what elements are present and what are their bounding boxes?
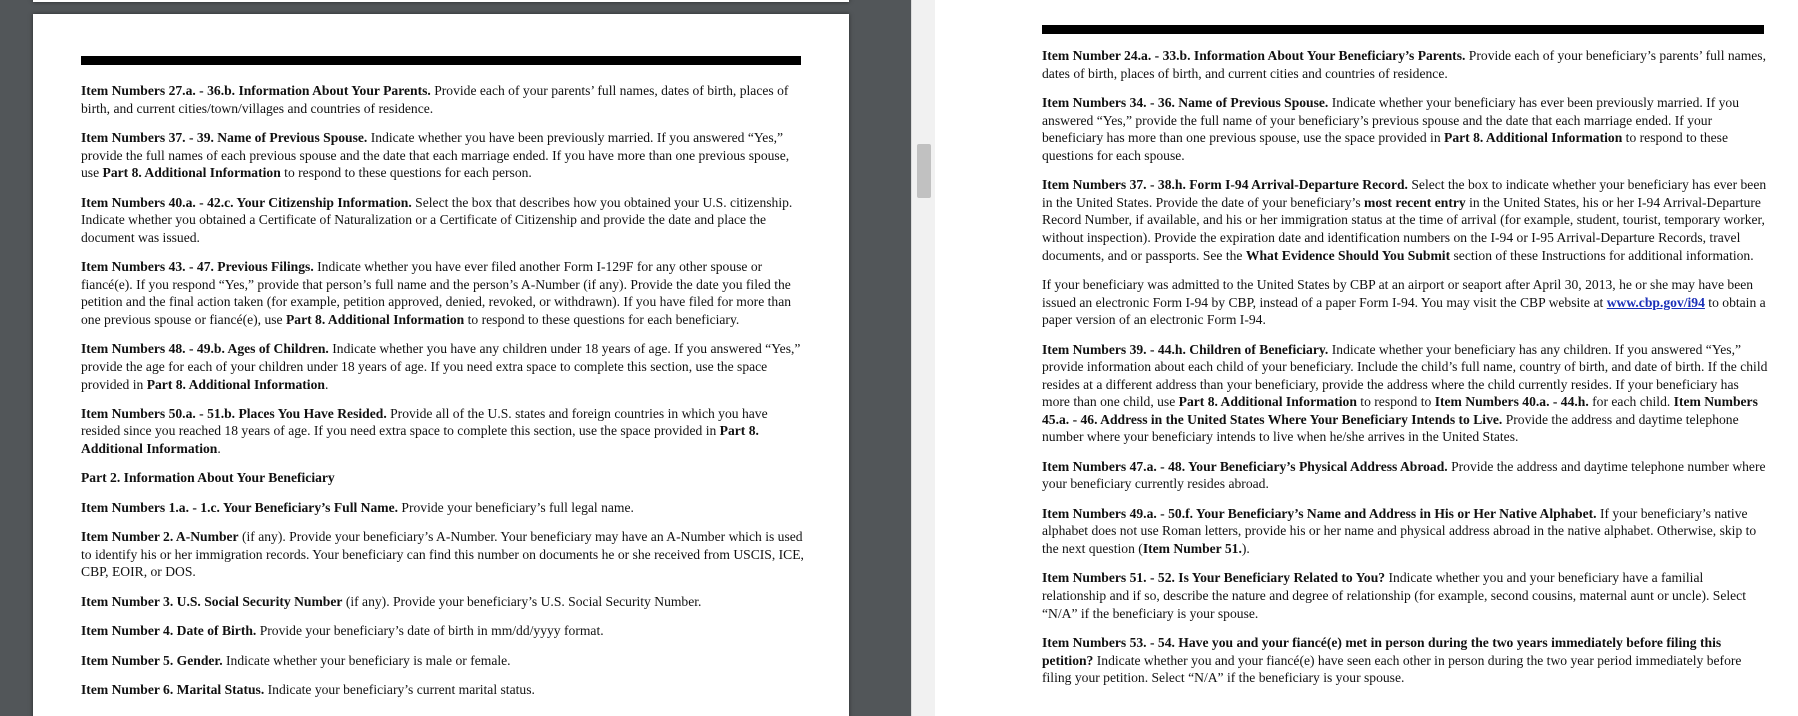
instruction-paragraph: [81, 82, 805, 117]
bold-text: Item Numbers 43. - 47. Previous Filings.: [81, 259, 314, 275]
body-text: Indicate whether you and your beneficiary have a familial relationship and if so, describe the nature and degree of relationship (for example, second cousins, maternal aunt or uncle). Select “N/A” if the beneficiary is your spouse.: [1042, 570, 1746, 621]
page-text-left: [81, 82, 805, 710]
body-text: Provide each of your parents’ full names, dates of birth, places of birth, and current cities/town/villages and countries of residence.: [81, 83, 789, 116]
bold-text: Item Numbers 27.a. - 36.b. Information About Your Parents.: [81, 83, 431, 98]
instruction-paragraph: [1042, 458, 1770, 493]
body-text: in the United States, his or her I-94 Arrival-Departure Record Number, if available, and his or her immigration status at the time of arrival (for example, student, tourist, temporary worker, without inspection). Provide the expiration date and identification numbers on the I-94 or I-95 Arrival-Departure Records, travel documents, and or passports. See the: [1042, 194, 1765, 263]
body-text: for each child.: [1588, 394, 1674, 410]
body-text: ).: [1241, 541, 1250, 557]
instruction-paragraph: [1042, 276, 1770, 329]
body-text: Indicate whether you have been previously married. If you answered “Yes,” provide the full names of each previous spouse and the date that each marriage ended. If you have more than one previous spouse, use: [81, 129, 790, 181]
right-document-viewer[interactable]: [935, 0, 1798, 716]
bold-text: Item Numbers 39. - 44.h. Children of Beneficiary.: [1042, 341, 1329, 357]
instruction-paragraph: [81, 499, 805, 517]
instruction-paragraph: [81, 528, 805, 581]
body-text: Select the box to indicate whether your beneficiary has ever been in the United States. Provide the date of your beneficiary’s: [1042, 177, 1767, 210]
bold-text: Item Number 5. Gender.: [81, 652, 223, 668]
instruction-paragraph: [81, 681, 805, 699]
bold-text: Item Numbers 37. - 38.h. Form I-94 Arrival-Departure Record.: [1042, 177, 1408, 193]
body-text: Indicate whether your beneficiary has ever been previously married. If you answered “Yes,” provide the full name of your beneficiary’s previous spouse and the date that each marriage ended. If your beneficiary has more than one previous spouse, use the space provided in: [1042, 94, 1740, 146]
instruction-paragraph: [81, 622, 805, 640]
instruction-paragraph: [1042, 341, 1770, 447]
body-text: Provide the address and daytime telephone number where your beneficiary currently resides abroad.: [1042, 458, 1766, 492]
body-text: Select the box that describes how you obtained your U.S. citizenship. Indicate whether you obtained a Certificate of Naturalization or a Certificate of Citizenship and provide the date and place the document was issued.: [81, 194, 793, 245]
bold-text: Part 8. Additional Information: [1178, 394, 1357, 410]
bold-text: Item Numbers 34. - 36. Name of Previous Spouse.: [1042, 94, 1329, 110]
bold-text: Item Numbers 53. - 54. Have you and your fiancé(e) met in person during the two years immediately before filing this petition?: [1042, 635, 1722, 668]
bold-text: Item Numbers 40.a. - 44.h.: [1434, 394, 1589, 410]
body-text: Indicate whether your beneficiary has any children. If you answered “Yes,” provide information about each child of your beneficiary. Include the child’s full name, country of birth, and date of birth. If the child resides at a different address than your beneficiary, provide the address where the child currently resides. If your beneficiary has more than one child, use: [1042, 341, 1768, 410]
body-text: Indicate whether your beneficiary is male or female.: [222, 652, 511, 668]
previous-page-edge: [33, 0, 849, 2]
body-text: to respond to these questions for each beneficiary.: [464, 311, 740, 327]
bold-text: Item Number 6. Marital Status.: [81, 682, 265, 697]
body-text: If your beneficiary’s native alphabet does not use Roman letters, provide his or her name and physical address abroad in the native alphabet. Otherwise, skip to the next question (: [1042, 505, 1757, 557]
instruction-paragraph: [81, 652, 805, 670]
page-text-right: [1042, 47, 1770, 699]
body-text: .: [324, 376, 329, 392]
instruction-paragraph: [81, 340, 805, 393]
bold-text: Item Numbers 50.a. - 51.b. Places You Have Resided.: [81, 405, 387, 421]
instruction-paragraph: [81, 258, 805, 328]
instruction-paragraph: [1042, 176, 1770, 264]
vertical-scrollbar[interactable]: [911, 0, 935, 716]
bold-text: Item Numbers 37. - 39. Name of Previous Spouse.: [81, 129, 368, 145]
bold-text: Part 8. Additional Information: [102, 165, 281, 181]
body-text: section of these Instructions for additional information.: [1450, 247, 1754, 263]
bold-text: Item Numbers 47.a. - 48. Your Beneficiary’s Physical Address Abroad.: [1042, 458, 1448, 474]
bold-text: Item Number 3. U.S. Social Security Number: [81, 593, 343, 609]
bold-text: Part 8. Additional Information: [285, 311, 465, 327]
cbp-website-link[interactable]: www.cbp.gov/i94: [1606, 294, 1705, 310]
body-text: Indicate your beneficiary’s current marital status.: [264, 682, 535, 697]
section-heading: [81, 469, 805, 487]
instruction-paragraph: [81, 194, 805, 247]
page-header-rule: [1042, 25, 1764, 34]
bold-text: Item Numbers 45.a. - 46. Address in the United States Where Your Beneficiary Intends to Live.: [1042, 394, 1758, 427]
bold-text: Item Number 4. Date of Birth.: [81, 623, 257, 639]
instruction-paragraph: [81, 405, 805, 458]
body-text: Provide your beneficiary’s date of birth in mm/dd/yyyy format.: [256, 623, 604, 639]
bold-text: Item Numbers 1.a. - 1.c. Your Beneficiary’s Full Name.: [81, 499, 399, 515]
instruction-paragraph: [1042, 47, 1770, 82]
document-page-left: [33, 14, 849, 716]
bold-text: Item Number 51.: [1142, 541, 1242, 557]
body-text: Indicate whether you and your fiancé(e) have seen each other in person during the two year period immediately before filing your petition. Select “N/A” if the beneficiary is your spouse.: [1042, 652, 1742, 686]
body-text: (if any). Provide your beneficiary’s U.S. Social Security Number.: [342, 593, 702, 609]
body-text: Provide your beneficiary’s full legal name.: [398, 499, 634, 515]
instruction-paragraph: [81, 129, 805, 182]
body-text: to respond to these questions for each person.: [280, 165, 532, 181]
body-text: Provide each of your beneficiary’s parents’ full names, dates of birth, places of birth, and current cities and countries of residence.: [1042, 48, 1766, 81]
instruction-paragraph: [1042, 505, 1770, 558]
bold-text: Part 8. Additional Information: [1444, 130, 1623, 146]
bold-text: Part 8. Additional Information: [146, 376, 325, 392]
body-text: If your beneficiary was admitted to the United States by CBP at an airport or seaport after April 30, 2013, he or she may have been issued an electronic Form I-94 by CBP, instead of a paper Form I-94. You may visit the CBP website at: [1042, 276, 1754, 310]
body-text: Provide all of the U.S. states and foreign countries in which you have resided since you reached 18 years of age. If you need extra space to complete this section, use the space provided in: [81, 405, 768, 439]
bold-text: Item Numbers 51. - 52. Is Your Beneficiary Related to You?: [1042, 570, 1386, 586]
instruction-paragraph: [1042, 634, 1770, 687]
bold-text: most recent entry: [1364, 194, 1466, 210]
bold-text: Item Number 24.a. - 33.b. Information About Your Beneficiary’s Parents.: [1042, 48, 1466, 63]
body-text: (if any). Provide your beneficiary’s A-Number. Your beneficiary may have an A-Number which is used to identify his or her immigration records. Your beneficiary can find this number on documents he or she received from USCIS, ICE, CBP, EOIR, or DOS.: [81, 529, 804, 580]
bold-text: Item Number 2. A-Number: [81, 529, 239, 545]
body-text: to respond to: [1356, 394, 1435, 410]
bold-text: Item Numbers 48. - 49.b. Ages of Children.: [81, 341, 329, 357]
scrollbar-thumb[interactable]: [917, 144, 931, 198]
bold-text: What Evidence Should You Submit: [1245, 247, 1451, 263]
bold-text: Part 8. Additional Information: [81, 423, 759, 457]
bold-text: Part 2. Information About Your Beneficiary: [81, 470, 335, 486]
body-text: to obtain a paper version of an electronic Form I-94.: [1042, 294, 1766, 328]
bold-text: Item Numbers 49.a. - 50.f. Your Beneficiary’s Name and Address in His or Her Native Alphabet.: [1042, 505, 1597, 521]
document-page-right: [935, 0, 1798, 716]
bold-text: Item Numbers 40.a. - 42.c. Your Citizenship Information.: [81, 194, 412, 210]
body-text: to respond to these questions for each spouse.: [1042, 130, 1728, 163]
instruction-paragraph: [81, 593, 805, 611]
page-header-rule: [81, 56, 801, 65]
instruction-paragraph: [1042, 94, 1770, 164]
body-text: Indicate whether you have any children under 18 years of age. If you answered “Yes,” provide the age for each of your children under 18 years of age. If you need extra space to complete this section, use the space provided in: [81, 341, 801, 392]
instruction-paragraph: [1042, 569, 1770, 622]
body-text: .: [217, 441, 221, 457]
body-text: Indicate whether you have ever filed another Form I-129F for any other spouse or fiancé(e). If you respond “Yes,” provide that person’s full name and the person’s A-Number (if any). Provide the date you filed the petition and the final action taken (for example, petition approved, denied, revoked, or withdrawn). If you have filed for more than one previous spouse or fiancé(e), use: [81, 259, 792, 327]
body-text: Provide the address and daytime telephone number where your beneficiary intends to live when he/she arrives in the United States.: [1042, 411, 1739, 445]
